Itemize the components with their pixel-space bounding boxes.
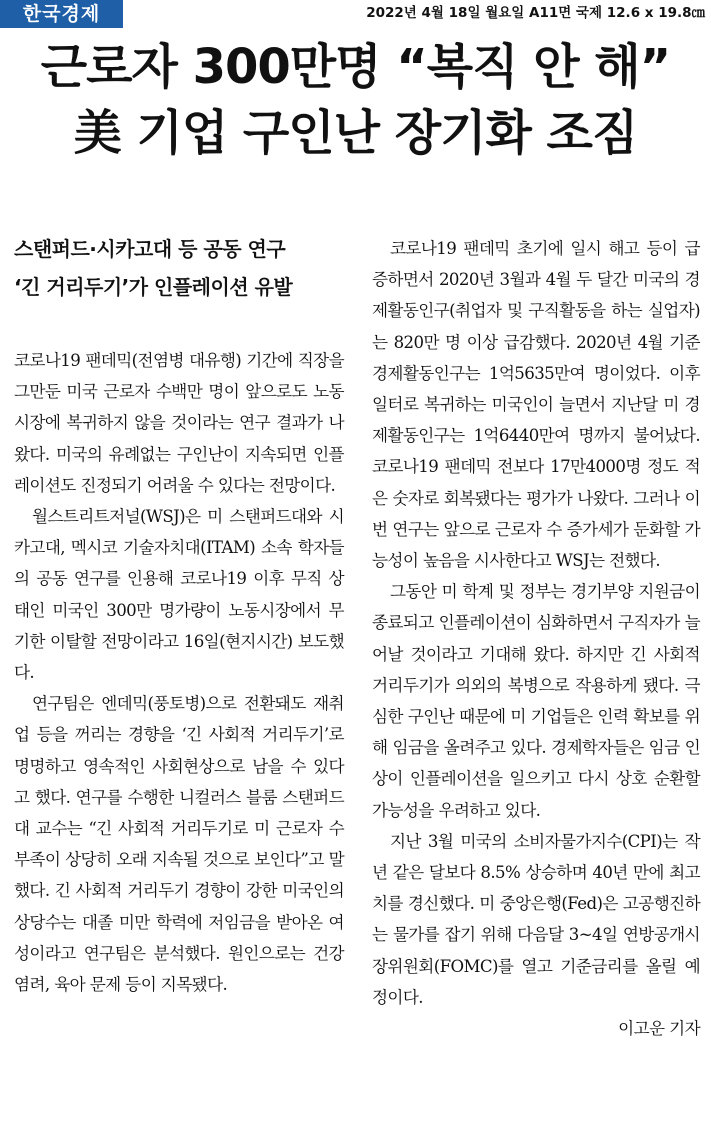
byline: 이고운 기자 [618, 1019, 700, 1039]
subheadline-line-2: ‘긴 거리두기’가 인플레이션 유발 [14, 275, 293, 299]
headline-line-1: 근로자 300만명 “복직 안 해” [40, 39, 671, 95]
masthead [0, 0, 711, 28]
byline-row [372, 1013, 700, 1044]
body-paragraph: 월스트리트저널(WSJ)은 미 스탠퍼드대와 시카고대, 멕시코 기술자치대(ITAM) 소속 학자들의 공동 연구를 인용해 코로나19 이후 무직 상태인 미국인 300만 명가량이 노동시장에서 무기한 이탈할 전망이라고 16일(현지시간) 보도했다. [14, 507, 344, 683]
headline-line-2: 美 기업 구인난 장기화 조짐 [73, 105, 638, 161]
subheadline [14, 230, 344, 306]
body-paragraph: 그동안 미 학계 및 정부는 경기부양 지원금이 종료되고 인플레이션이 심화하면서 구직자가 늘어날 것이라고 기대해 왔다. 하지만 긴 사회적 거리두기가 의외의 복병으로 작용하게 됐다. 극심한 구인난 때문에 미 기업들은 인력 확보를 위해 임금을 올려주고 있다. 경제학자들은 임금 인상이 인플레이션을 일으키고 다시 상호 순환할 가능성을 우려하고 있다. [372, 582, 700, 820]
body-paragraph: 코로나19 팬데믹(전염병 대유행) 기간에 직장을 그만둔 미국 근로자 수백만 명이 앞으로도 노동시장에 복귀하지 않을 것이라는 연구 결과가 나왔다. 미국의 유례없는 구인난이 지속되면 인플레이션도 진정되기 어려울 수 있다는 전망이다. [14, 351, 344, 495]
publication-info: 2022년 4월 18일 월요일 A11면 국제 12.6 x 19.8㎝ [366, 5, 705, 21]
newspaper-logo: 한국경제 [0, 0, 123, 28]
body-paragraph: 지난 3월 미국의 소비자물가지수(CPI)는 작년 같은 달보다 8.5% 상승하며 40년 만에 최고치를 경신했다. 미 중앙은행(Fed)은 고공행진하는 물가를 잡기 위해 다음달 3~4일 연방공개시장위원회(FOMC)를 열고 기준금리를 올릴 예정이다. [372, 831, 700, 1007]
body-paragraph: 연구팀은 엔데믹(풍토병)으로 전환돼도 재취업 등을 꺼리는 경향을 ‘긴 사회적 거리두기’로 명명하고 영속적인 사회현상으로 남을 수 있다고 했다. 연구를 수행한 니컬러스 블룸 스탠퍼드대 교수는 “긴 사회적 거리두기로 미 근로자 수 부족이 상당히 오래 지속될 것으로 보인다”고 말했다. 긴 사회적 거리두기 경향이 강한 미국인의 상당수는 대졸 미만 학력에 저임금을 받아온 여성이라고 연구팀은 분석했다. 원인으로는 건강 염려, 육아 문제 등이 지목됐다. [14, 694, 344, 995]
subheadline-line-1: 스탠퍼드·시카고대 등 공동 연구 [14, 237, 286, 261]
article-column-left [14, 345, 344, 1000]
headline [0, 34, 711, 166]
article-column-right [372, 233, 700, 1044]
body-paragraph: 코로나19 팬데믹 초기에 일시 해고 등이 급증하면서 2020년 3월과 4월 두 달간 미국의 경제활동인구(취업자 및 구직활동을 하는 실업자)는 820만 명 이상 급감했다. 2020년 4월 기준 경제활동인구는 1억5635만여 명이었다. 이후 일터로 복귀하는 미국인이 늘면서 지난달 미 경제활동인구는 1억6440만여 명까지 불어났다. 코로나19 팬데믹 전보다 17만4000명 정도 적은 숫자로 회복됐다는 평가가 나왔다. 그러나 이번 연구는 앞으로 근로자 수 증가세가 둔화할 가능성이 높음을 시사한다고 WSJ는 전했다. [372, 239, 700, 571]
